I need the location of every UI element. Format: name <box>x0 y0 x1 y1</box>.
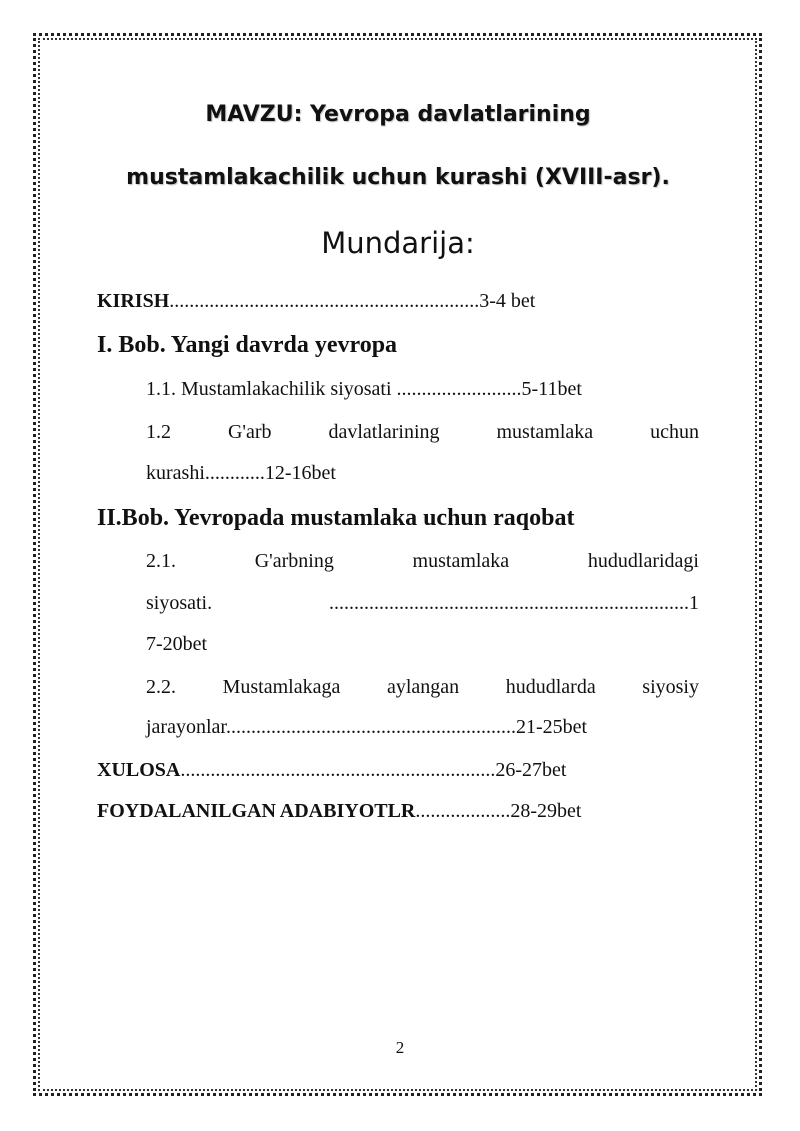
word: uchun <box>650 421 699 443</box>
word: siyosiy <box>642 676 699 698</box>
toc-section-1-2-line-2: kurashi............12-16bet <box>146 462 336 484</box>
word: siyosati. <box>146 592 213 614</box>
word: G'arbning <box>254 550 334 572</box>
toc-section-2-1-line-3: 7-20bet <box>146 633 208 655</box>
toc-references-pages: ...................28-29bet <box>415 800 582 822</box>
word: Mustamlakaga <box>222 676 341 698</box>
toc-intro-pages: ..............................................................3-4 bet <box>169 290 536 312</box>
word: aylangan <box>386 676 460 698</box>
toc-heading: Mundarija: <box>321 226 475 260</box>
toc-section-2-2-line-2: jarayonlar..........................................................21-25bet <box>146 716 588 738</box>
word: davlatlarining <box>328 421 440 443</box>
toc-conclusion-label: XULOSA <box>97 759 181 781</box>
toc-intro-label: KIRISH <box>97 290 170 312</box>
toc-entry-intro <box>97 290 535 313</box>
word: 2.2. <box>146 676 176 698</box>
word: mustamlaka <box>412 550 510 572</box>
toc-section-2-2-line-1 <box>146 676 699 699</box>
title-line-2: mustamlakachilik uchun kurashi (XVIII-asr). <box>126 165 670 190</box>
toc-references-label: FOYDALANILGAN ADABIYOTLR <box>97 800 416 822</box>
word: hududlaridagi <box>587 550 699 572</box>
word: 1.2 <box>146 421 171 443</box>
word: 2.1. <box>146 550 176 572</box>
toc-section-2-1-line-1 <box>146 550 699 573</box>
toc-section-1-2-line-1 <box>146 421 699 444</box>
word: mustamlaka <box>496 421 594 443</box>
toc-chapter-2: II.Bob. Yevropada mustamlaka uchun raqobat <box>97 505 575 531</box>
toc-conclusion-pages: ...............................................................26-27bet <box>180 759 567 781</box>
word: hududlarda <box>505 676 596 698</box>
toc-section-1-1: 1.1. Mustamlakachilik siyosati .........................5-11bet <box>146 378 582 400</box>
page-number: 2 <box>395 1038 405 1057</box>
toc-entry-references <box>97 800 581 823</box>
toc-chapter-1: I. Bob. Yangi davrda yevropa <box>97 332 398 358</box>
toc-section-2-1-line-2 <box>146 592 699 615</box>
leader-dots: ........................................................................1 <box>329 592 699 614</box>
toc-entry-conclusion <box>97 759 566 782</box>
title-line-1: MAVZU: Yevropa davlatlarining <box>205 102 591 127</box>
word: G'arb <box>227 421 272 443</box>
